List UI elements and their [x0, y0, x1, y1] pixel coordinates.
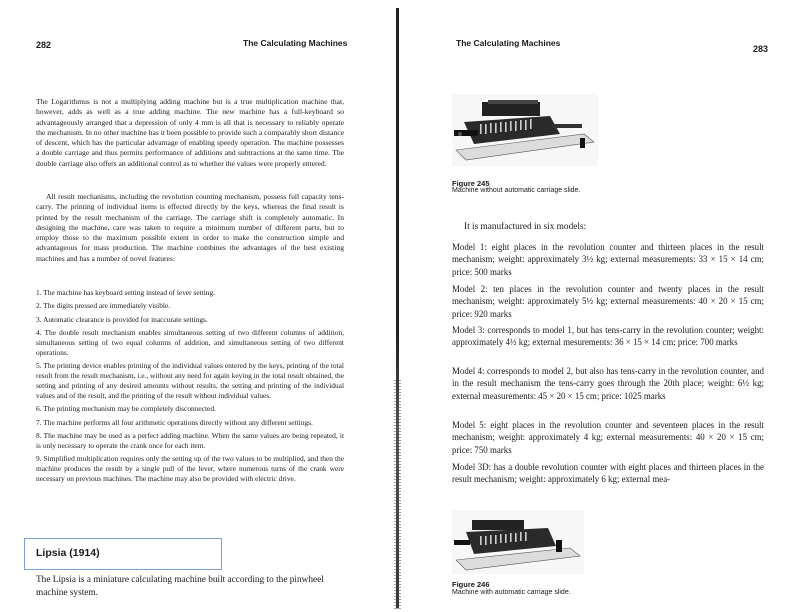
model-paragraph: Model 2: ten places in the revolution counter and twenty places in the result mechanism; weight: approximately 5½ kg; external measurements: 40 × 20 × 15 cm; price: 920 marks — [452, 284, 764, 319]
figure-246-image — [452, 510, 584, 574]
section-paragraph: The Lipsia is a miniature calculating machine built according to the pinwheel machine system. — [36, 575, 324, 598]
gutter-shadow — [394, 380, 401, 610]
left-running-head: The Calculating Machines — [243, 38, 348, 48]
figure-245-image — [452, 94, 598, 166]
list-item: 8. The machine may be used as a perfect adding machine. When the same values are being repeated, it is only necessary to operate the crank once for each item. — [36, 431, 344, 451]
list-item: 3. Automatic clearance is provided for inaccurate settings. — [36, 314, 208, 324]
model-paragraph: Model 1: eight places in the revolution counter and thirteen places in the result mechanism; weight: approximately 3½ kg; external measurements: 33 × 15 × 14 cm; price: 500 marks — [452, 242, 764, 277]
list-item: 4. The double result mechanism enables simultaneous setting of two different columns of addition, simultaneous setting of two equal columns of addition, and simultaneous setting of two different operations. — [36, 327, 344, 357]
left-page — [0, 0, 392, 612]
list-item: 5. The printing device enables printing of the individual values entered by the keys, printing of the total result from the result mechanism, i.e., without any need for again keying in the total result obtained, the setting and printing of any desired amounts without results, the setting and printing of the individual values and of the result, and the printing of the result without individual values. — [36, 361, 344, 401]
calculating-machine-illustration — [452, 94, 598, 166]
figure-245-label: Figure 245 — [452, 179, 490, 188]
right-page-number: 283 — [753, 44, 769, 54]
figure-246-label: Figure 246 — [452, 580, 490, 589]
right-running-head: The Calculating Machines — [456, 38, 561, 48]
model-paragraph: Model 5: eight places in the revolution counter and seventeen places in the result mechanism; weight: approximately 4 kg; external measurements: 40 × 20 × 15 cm; price: 750 marks — [452, 420, 764, 455]
list-item: 2. The digits pressed are immediately visible. — [36, 301, 171, 311]
figure-245-caption: Machine without automatic carriage slide. — [452, 187, 581, 194]
section-heading: Lipsia (1914) — [36, 547, 100, 559]
left-page-number: 282 — [36, 40, 52, 50]
model-paragraph: Model 3D: has a double revolution counter with eight places and thirteen places in the result mechanism; weight: approximately 6 kg; external mea- — [452, 462, 764, 485]
models-intro: It is manufactured in six models: — [464, 222, 587, 232]
body-paragraph-2: All result mechanisms, including the revolution counting mechanism, possess full capacity tens-carry. The printing of individual items is effected directly by the keys, whereas the final result is printed by the result mechanism of the carriage. The carriage shift is completely automatic. In designing the machine, care was taken to require a minimum number of different parts, but to employ those to the maximum possible extent in order to make the construction simple and advantageous for mass production. The machine combines the advantages of the best existing machines and has a number of novel features: — [36, 192, 344, 263]
features-list — [36, 288, 344, 488]
body-paragraph-1: The Logarithmus is not a multiplying adding machine but is a true multiplication machine that, however, adds as well as a true adding machine. The new machine has a full-keyboard so advantageously arranged that a depression of only 4 mm is all that is necessary to reliably operate the mechanism. In no other machine has it been possible to provide such a comparably short distance of descent, which has the particular advantage of enabling speedy operation. The machine possesses a double carriage and thus permits performance of additions and subtractions at the same time. The double carriage also offers an additional control as to whether the values were properly entered. — [36, 97, 344, 168]
list-item: 6. The printing mechanism may be completely disconnected. — [36, 404, 216, 414]
list-item: 7. The machine performs all four arithmetic operations directly without any different settings. — [36, 417, 313, 427]
list-item: 1. The machine has keyboard setting instead of lever setting. — [36, 288, 216, 297]
list-item: 9. Simplified multiplication requires only the setting up of the two values to be multiplied, and then the machine produces the result by a single pull of the lever, where numerous turns of the crank were necessary on previous machines. The machine may also be provided with electric drive. — [36, 454, 344, 484]
model-paragraph: Model 4: corresponds to model 2, but also has tens-carry in the revolution counter, and in the result mechanism the tens-carry goes through the 20th place; weight: 6½ kg; external measurements: 45 × 20 × 15 cm; price: 1025 marks — [452, 366, 764, 401]
model-paragraph: Model 3: corresponds to model 1, but has tens-carry in the revolution counter; weight: approximately 4½ kg; external mesurements: 36 × 15 × 14 cm; price: 700 marks — [452, 325, 764, 348]
calculating-machine-illustration — [452, 510, 584, 574]
figure-246-caption: Machine with automatic carriage slide. — [452, 589, 571, 596]
